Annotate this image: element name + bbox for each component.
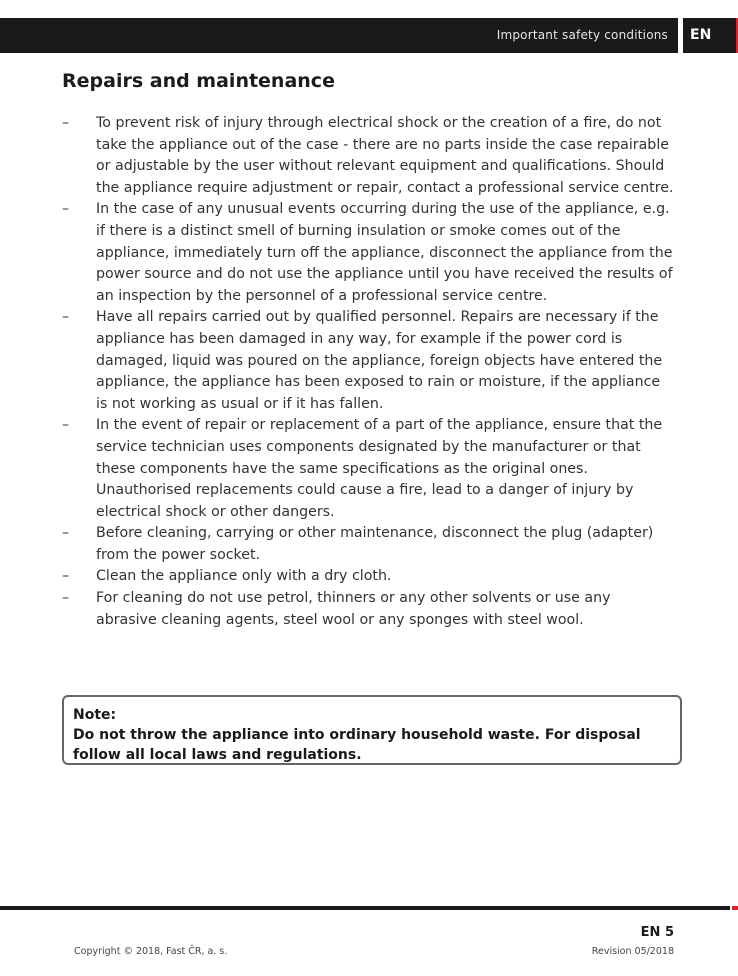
dash-icon: –: [62, 309, 70, 326]
note-title: Note:: [73, 707, 117, 723]
list-item-text: Clean the appliance only with a dry cloth.: [96, 568, 392, 585]
list-item: [62, 588, 674, 631]
list-item: [62, 415, 674, 523]
revision-text: Revision 05/2018: [591, 946, 674, 957]
list-item-text: To prevent risk of injury through electrical shock or the creation of a fire, do not take the appliance out of the case - there are no parts inside the case repairable or adjustable by the user without relevant equipment and qualifications. Should the appliance require adjustment or repair, contact a professional service centre.: [96, 115, 674, 196]
list-item-text: In the event of repair or replacement of a part of the appliance, ensure that the service technician uses components designated by the manufacturer or that these components have the same specifications as the original ones. Unauthorised replacements could cause a fire, lead to a danger of injury by electrical shock or other dangers.: [96, 417, 663, 520]
dash-icon: –: [62, 590, 70, 607]
dash-icon: –: [62, 568, 70, 585]
footer-rule: [0, 906, 730, 910]
list-item: [62, 113, 674, 199]
dash-icon: –: [62, 115, 70, 131]
dash-icon: –: [62, 201, 70, 218]
list-item: [62, 566, 674, 588]
list-item: [62, 523, 674, 566]
header-bar: [0, 18, 678, 53]
dash-icon: –: [62, 525, 70, 542]
list-item: [62, 307, 674, 415]
note-text: Do not throw the appliance into ordinary household waste. For disposal follow all local laws and regulations.: [73, 727, 641, 763]
language-label: EN: [690, 27, 712, 43]
section-title: Repairs and maintenance: [62, 70, 335, 92]
page-number: EN 5: [640, 925, 674, 940]
footer-rule-accent: [732, 906, 738, 910]
dash-icon: –: [62, 417, 70, 434]
language-tab: [683, 18, 738, 53]
list-item-text: In the case of any unusual events occurring during the use of the appliance, e.g. if there is a distinct smell of burning insulation or smoke comes out of the appliance, immediately turn off the appliance, disconnect the appliance from the power source and do not use the appliance until you have received the results of an inspection by the personnel of a professional service centre.: [96, 201, 673, 304]
list-item-text: Have all repairs carried out by qualified personnel. Repairs are necessary if the appliance has been damaged in any way, for example if the power cord is damaged, liquid was poured on the appliance, foreign objects have entered the appliance, the appliance has been exposed to rain or moisture, if the appliance is not working as usual or if it has fallen.: [96, 309, 663, 412]
header-title: Important safety conditions: [496, 28, 668, 42]
list-item-text: Before cleaning, carrying or other maintenance, disconnect the plug (adapter) from the power socket.: [96, 525, 654, 563]
note-box: [62, 695, 682, 765]
list-item-text: For cleaning do not use petrol, thinners or any other solvents or use any abrasive cleaning agents, steel wool or any sponges with steel wool.: [96, 590, 611, 628]
copyright-text: Copyright © 2018, Fast ČR, a. s.: [74, 946, 228, 957]
list-item: [62, 199, 674, 307]
safety-list: [62, 113, 674, 631]
